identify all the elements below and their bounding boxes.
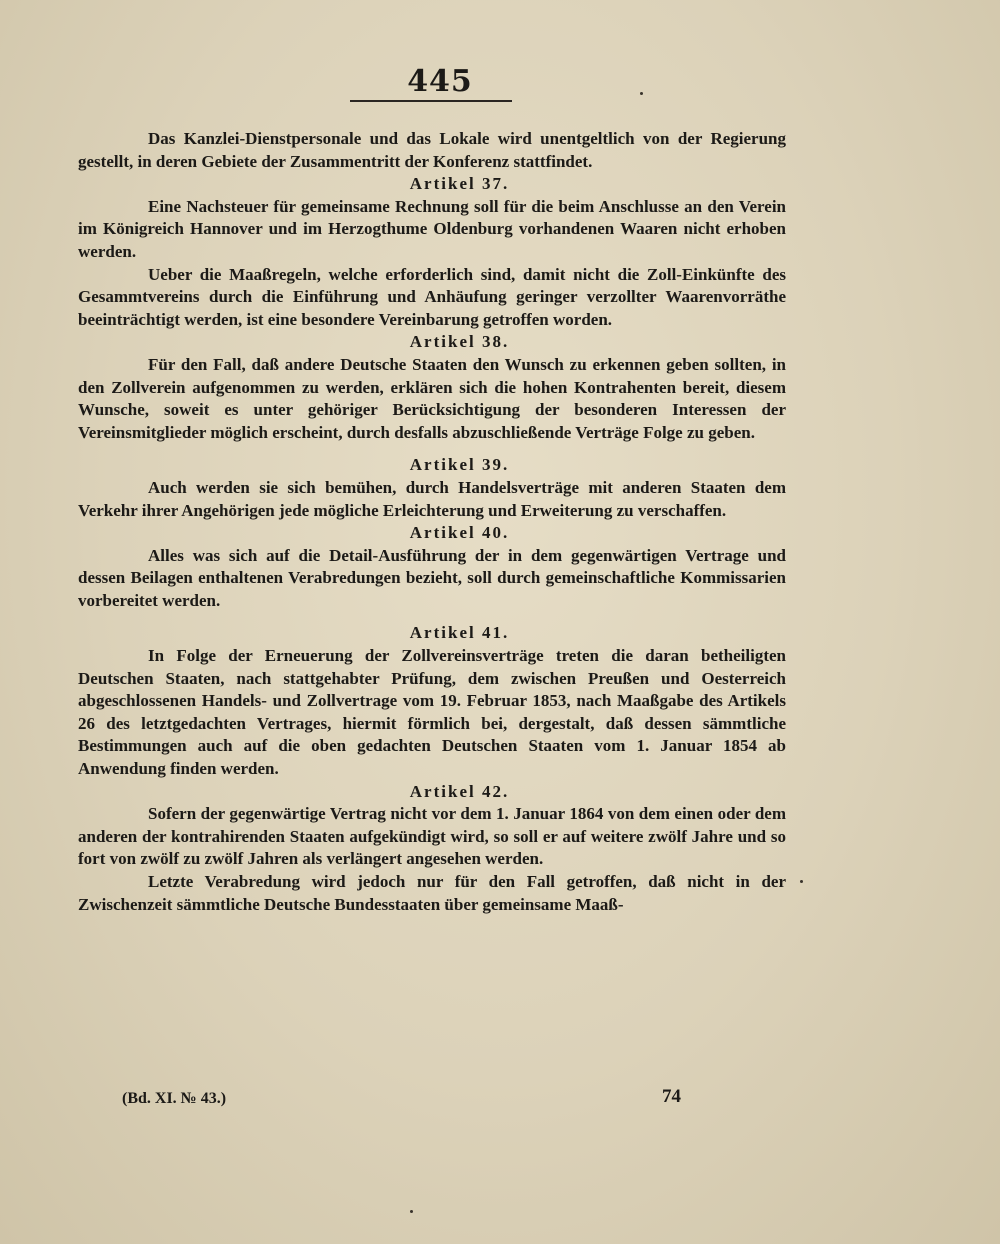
header-rule [350, 100, 512, 102]
paragraph-kuendigung: Sofern der gegenwärtige Vertrag nicht vor dem 1. Januar 1864 von dem einen oder dem anderen der kontrahirenden Staaten aufgekündigt wird, so soll er auf weitere zwölf Jahre und so fort von zwölf zu zwölf Jahren als verlängert angesehen werden. [78, 804, 786, 869]
heading-artikel-39: Artikel 39. [409, 455, 510, 475]
paragraph-maassregeln: Ueber die Maaßregeln, welche erforderlich sind, damit nicht die Zoll-Einkünfte des Gesammtvereins durch die Einführung und Anhäufung geringer verzollter Waarenvorräthe beeinträchtigt werden, ist eine besondere Vereinbarung getroffen worden. [78, 264, 786, 329]
heading-artikel-40: Artikel 40. [409, 523, 510, 543]
paragraph-nachsteuer: Eine Nachsteuer für gemeinsame Rechnung soll für die beim Anschlusse an den Verein im Königreich Hannover und im Herzogthume Oldenburg vorhandenen Waaren nicht erhoben werden. [78, 196, 786, 261]
volume-reference: (Bd. XI. № 43.) [122, 1090, 227, 1107]
paragraph-kommissarien: Alles was sich auf die Detail-Ausführung der in dem gegenwärtigen Vertrage und dessen Beilagen enthaltenen Verabredungen bezieht, soll durch gemeinschaftliche Kommissarien vorbereitet werden. [78, 545, 786, 610]
paper-speck [410, 1210, 413, 1213]
sheet-signature: 74 [662, 1086, 681, 1107]
heading-artikel-38: Artikel 38. [409, 332, 510, 352]
body-text [78, 128, 786, 916]
paragraph-handelsvertraege: Auch werden sie sich bemühen, durch Handelsverträge mit anderen Staaten dem Verkehr ihrer Angehörigen jede mögliche Erleichterung und Erweiterung zu verschaffen. [78, 477, 786, 520]
heading-artikel-41: Artikel 41. [409, 623, 510, 643]
paragraph-aufnahme: Für den Fall, daß andere Deutsche Staaten den Wunsch zu erkennen geben sollten, in den Zollverein aufgenommen zu werden, erklären sich die hohen Kontrahenten bereit, diesem Wunsche, soweit es unter gehöriger Berücksichtigung der besonderen Interessen der Vereinsmitglieder möglich erscheint, durch desfalls abzuschließende Verträge Folge zu geben. [78, 354, 786, 442]
paper-speck [640, 92, 643, 95]
paragraph-erneuerung: In Folge der Erneuerung der Zollvereinsverträge treten die daran betheiligten Deutschen Staaten, nach stattgehabter Prüfung, dem zwischen Preußen und Oesterreich abgeschlossenen Handels- und Zollvertrage vom 19. Februar 1853, nach Maaßgabe des Artikels 26 des letztgedachten Vertrages, hiermit förmlich bei, dergestalt, daß dessen sämmtliche Bestimmungen auch auf die oben gedachten Deutschen Staaten vom 1. Januar 1854 ab Anwendung finden werden. [78, 646, 786, 779]
heading-artikel-37: Artikel 37. [409, 174, 510, 194]
paper-speck [800, 880, 803, 883]
paragraph-verabredung: Letzte Verabredung wird jedoch nur für den Fall getroffen, daß nicht in der Zwischenzeit sämmtliche Deutsche Bundesstaaten über gemeinsame Maaß- [78, 872, 786, 914]
paragraph-konferenz: Das Kanzlei-Dienstpersonale und das Lokale wird unentgeltlich von der Regierung gestellt, in deren Gebiete der Zusammentritt der Konferenz stattfindet. [78, 129, 786, 171]
heading-artikel-42: Artikel 42. [409, 781, 510, 801]
page-number: 445 [407, 64, 473, 99]
